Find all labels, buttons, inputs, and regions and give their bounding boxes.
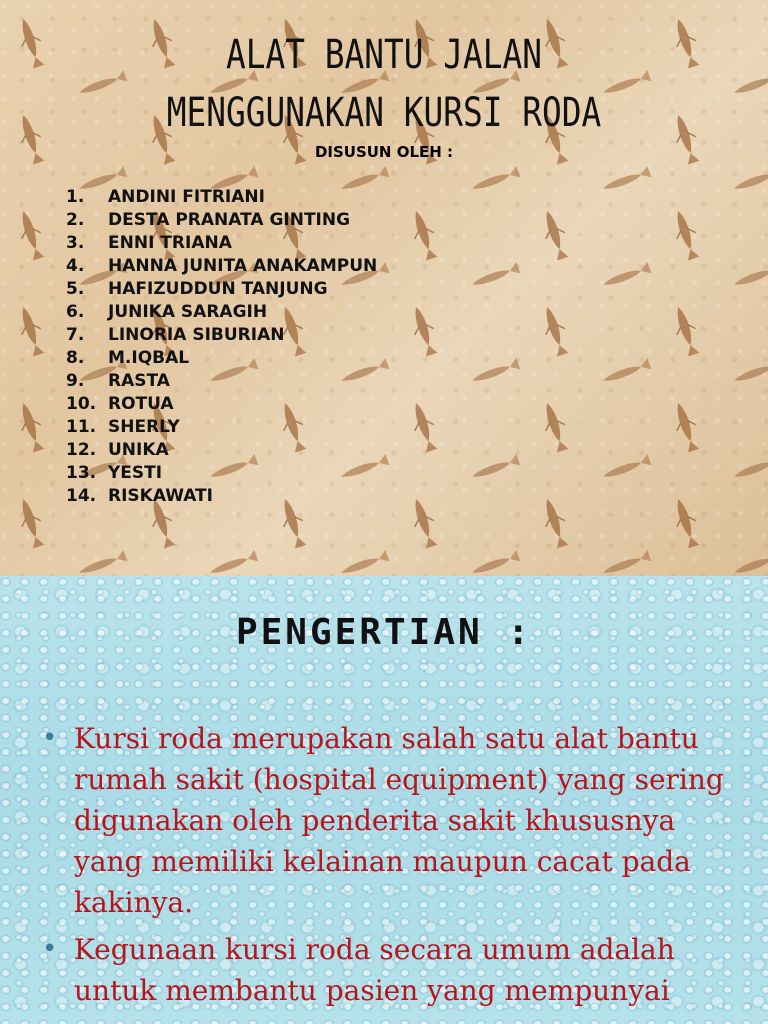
bullet-list bbox=[40, 718, 730, 1017]
fish-fossil-icon bbox=[538, 208, 572, 262]
member-number: 6. bbox=[66, 302, 85, 322]
member-number: 5. bbox=[66, 279, 85, 299]
bullet-item bbox=[40, 718, 730, 923]
bullet-text: Kegunaan kursi roda secara umum adalah untuk membantu pasien yang mempunyai bbox=[74, 933, 675, 1007]
fish-fossil-icon bbox=[669, 304, 703, 358]
member-item bbox=[66, 255, 377, 278]
fish-fossil-icon bbox=[407, 304, 441, 358]
section-heading: PENGERTIAN : bbox=[235, 612, 533, 653]
fish-fossil-icon bbox=[732, 550, 768, 576]
member-number: 3. bbox=[66, 233, 85, 253]
member-name: RASTA bbox=[108, 371, 170, 391]
fish-fossil-icon bbox=[407, 208, 441, 262]
member-name: JUNIKA SARAGIH bbox=[108, 302, 268, 322]
member-item bbox=[66, 393, 377, 416]
fish-fossil-icon bbox=[14, 496, 48, 550]
fish-fossil-icon bbox=[14, 400, 48, 454]
member-item bbox=[66, 462, 377, 485]
title-line-2: MENGGUNAKAN KURSI RODA bbox=[166, 90, 602, 136]
member-list bbox=[66, 186, 377, 508]
member-number: 8. bbox=[66, 348, 85, 368]
fish-fossil-icon bbox=[470, 358, 520, 386]
member-item bbox=[66, 324, 377, 347]
bullet-item bbox=[40, 929, 730, 1011]
member-number: 4. bbox=[66, 256, 85, 276]
fish-fossil-icon bbox=[208, 550, 258, 576]
fish-fossil-icon bbox=[601, 262, 651, 290]
member-name: UNIKA bbox=[108, 440, 169, 460]
fish-fossil-icon bbox=[470, 262, 520, 290]
fish-fossil-icon bbox=[669, 496, 703, 550]
member-number: 13. bbox=[66, 463, 97, 483]
fish-fossil-icon bbox=[669, 208, 703, 262]
member-name: ENNI TRIANA bbox=[108, 233, 232, 253]
member-name: YESTI bbox=[108, 463, 163, 483]
title-line-1: ALAT BANTU JALAN bbox=[226, 32, 542, 78]
fish-fossil-icon bbox=[77, 550, 127, 576]
bullet-dot-icon: • bbox=[42, 723, 58, 753]
fish-fossil-icon bbox=[14, 304, 48, 358]
fish-fossil-icon bbox=[470, 550, 520, 576]
fish-fossil-icon bbox=[470, 166, 520, 194]
bullet-text: Kursi roda merupakan salah satu alat bantu rumah sakit (hospital equipment) yang sering digunakan oleh penderita sakit khususnya yang memiliki kelainan maupun cacat pada kakinya. bbox=[74, 722, 724, 919]
fish-fossil-icon bbox=[732, 358, 768, 386]
member-number: 14. bbox=[66, 486, 97, 506]
member-number: 7. bbox=[66, 325, 85, 345]
member-name: LINORIA SIBURIAN bbox=[108, 325, 285, 345]
fish-fossil-icon bbox=[732, 166, 768, 194]
member-item bbox=[66, 416, 377, 439]
author-subtitle: DISUSUN OLEH : bbox=[314, 143, 454, 161]
fish-fossil-icon bbox=[732, 454, 768, 482]
member-number: 9. bbox=[66, 371, 85, 391]
member-item bbox=[66, 209, 377, 232]
member-name: DESTA PRANATA GINTING bbox=[108, 210, 351, 230]
member-number: 10. bbox=[66, 394, 97, 414]
fish-fossil-icon bbox=[601, 454, 651, 482]
member-name: HAFIZUDDUN TANJUNG bbox=[108, 279, 328, 299]
member-number: 11. bbox=[66, 417, 97, 437]
member-number: 1. bbox=[66, 187, 85, 207]
fish-fossil-icon bbox=[14, 16, 48, 70]
member-item bbox=[66, 439, 377, 462]
fish-fossil-icon bbox=[669, 400, 703, 454]
member-number: 2. bbox=[66, 210, 85, 230]
member-item bbox=[66, 485, 377, 508]
fish-fossil-icon bbox=[14, 208, 48, 262]
member-name: HANNA JUNITA ANAKAMPUN bbox=[108, 256, 378, 276]
member-name: M.IQBAL bbox=[108, 348, 190, 368]
fish-fossil-icon bbox=[601, 358, 651, 386]
member-item bbox=[66, 232, 377, 255]
fish-fossil-icon bbox=[407, 496, 441, 550]
member-item bbox=[66, 278, 377, 301]
fish-fossil-icon bbox=[407, 400, 441, 454]
bullet-dot-icon: • bbox=[42, 934, 58, 964]
member-item bbox=[66, 370, 377, 393]
fish-fossil-icon bbox=[538, 496, 572, 550]
fish-fossil-icon bbox=[732, 262, 768, 290]
slide-definition bbox=[0, 576, 768, 1024]
member-item bbox=[66, 347, 377, 370]
fish-fossil-icon bbox=[732, 70, 768, 98]
member-name: ROTUA bbox=[108, 394, 174, 414]
fish-fossil-icon bbox=[601, 550, 651, 576]
member-name: SHERLY bbox=[108, 417, 180, 437]
fish-fossil-icon bbox=[470, 454, 520, 482]
fish-fossil-icon bbox=[601, 166, 651, 194]
member-name: RISKAWATI bbox=[108, 486, 213, 506]
member-item bbox=[66, 186, 377, 209]
fish-fossil-icon bbox=[538, 400, 572, 454]
fish-fossil-icon bbox=[339, 550, 389, 576]
member-item bbox=[66, 301, 377, 324]
fish-fossil-icon bbox=[538, 304, 572, 358]
member-name: ANDINI FITRIANI bbox=[108, 187, 265, 207]
member-number: 12. bbox=[66, 440, 97, 460]
